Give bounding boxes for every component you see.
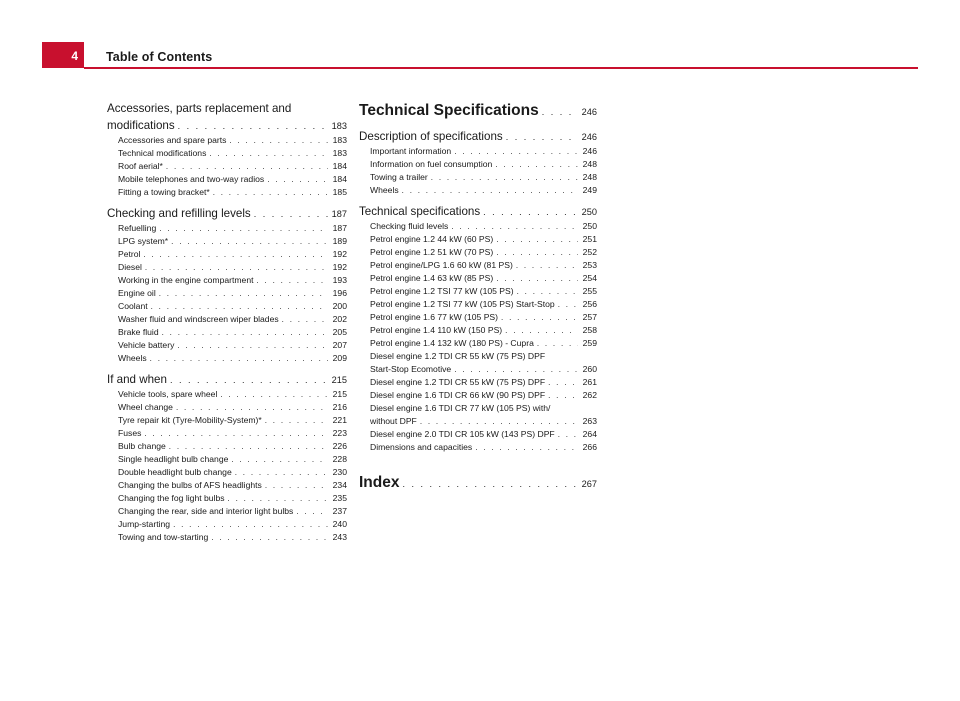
toc-entry[interactable]: Petrol engine 1.4 110 kW (150 PS) . . . 258 [359,324,597,337]
toc-entry[interactable]: Working in the engine compartment . . . 193 [107,274,347,287]
toc-entry[interactable]: Petrol engine 1.4 132 kW (180 PS) - Cupra . . . 259 [359,337,597,350]
toc-entry[interactable]: Double headlight bulb change . . . 230 [107,466,347,479]
toc-entry[interactable]: Wheel change . . . 216 [107,401,347,414]
page-title: Table of Contents [106,50,213,64]
toc-entry-diesel-withdpf-line1[interactable]: Diesel engine 1.6 TDI CR 77 kW (105 PS) with/ [370,403,551,413]
toc-entry[interactable]: Checking fluid levels . . . 250 [359,220,597,233]
page-number-badge: 4 [42,42,84,68]
toc-entry[interactable]: Diesel . . . 192 [107,261,347,274]
toc-heading-if-and-when[interactable]: If and when . . . 215 [107,371,347,388]
toc-entry[interactable]: Tyre repair kit (Tyre-Mobility-System)* . . . 221 [107,414,347,427]
toc-entry[interactable]: Jump-starting . . . 240 [107,518,347,531]
toc-entry[interactable]: Diesel engine 2.0 TDI CR 105 kW (143 PS) DPF . . . 264 [359,428,597,441]
toc-chapter-index[interactable]: Index . . . 267 [359,472,597,494]
toc-heading-accessories-line1[interactable]: Accessories, parts replacement and [107,102,292,115]
toc-left-column [107,100,347,544]
toc-entry[interactable]: Towing and tow-starting . . . 243 [107,531,347,544]
toc-entry[interactable]: Petrol engine 1.2 TSI 77 kW (105 PS) . . . 255 [359,285,597,298]
toc-entry[interactable]: Towing a trailer . . . 248 [359,171,597,184]
toc-accessories-list [107,134,347,199]
toc-entry[interactable]: Brake fluid . . . 205 [107,326,347,339]
toc-entry[interactable]: Diesel engine 1.2 TDI CR 55 kW (75 PS) DPF . . . 261 [359,376,597,389]
toc-entry[interactable]: Refuelling . . . 187 [107,222,347,235]
toc-entry[interactable]: Petrol engine 1.6 77 kW (105 PS) . . . 257 [359,311,597,324]
toc-entry[interactable]: Petrol engine 1.2 51 kW (70 PS) . . . 252 [359,246,597,259]
toc-entry[interactable]: Changing the fog light bulbs . . . 235 [107,492,347,505]
toc-entry[interactable]: Single headlight bulb change . . . 228 [107,453,347,466]
toc-entry[interactable]: Changing the rear, side and interior light bulbs . . . 237 [107,505,347,518]
toc-entry[interactable]: LPG system* . . . 189 [107,235,347,248]
toc-entry[interactable]: Important information . . . 246 [359,145,597,158]
toc-entry-diesel-withdpf[interactable]: without DPF . . . 263 [359,415,597,428]
toc-entry[interactable]: Diesel engine 1.6 TDI CR 66 kW (90 PS) DPF . . . 262 [359,389,597,402]
toc-entry-diesel-ecomotive[interactable]: Start-Stop Ecomotive . . . 260 [359,363,597,376]
toc-entry[interactable]: Petrol engine/LPG 1.6 60 kW (81 PS) . . . 253 [359,259,597,272]
toc-entry[interactable]: Vehicle tools, spare wheel . . . 215 [107,388,347,401]
header-divider [84,67,918,69]
toc-chapter-technical-specifications[interactable]: Technical Specifications . . . 246 [359,100,597,122]
toc-heading-checking-levels[interactable]: Checking and refilling levels . . . 187 [107,205,347,222]
toc-entry[interactable]: Information on fuel consumption . . . 248 [359,158,597,171]
toc-entry[interactable]: Roof aerial* . . . 184 [107,160,347,173]
toc-entry[interactable]: Vehicle battery . . . 207 [107,339,347,352]
toc-entry[interactable]: Washer fluid and windscreen wiper blades . . . 202 [107,313,347,326]
page-header [0,0,960,70]
toc-description-list [359,145,597,197]
toc-right-column [359,100,597,494]
toc-entry[interactable]: Bulb change . . . 226 [107,440,347,453]
toc-checking-list [107,222,347,365]
toc-heading-accessories[interactable]: modifications . . . 183 [107,117,347,134]
toc-entry[interactable]: Dimensions and capacities . . . 266 [359,441,597,454]
toc-entry[interactable]: Accessories and spare parts . . . 183 [107,134,347,147]
toc-entry[interactable]: Mobile telephones and two-way radios . . . 184 [107,173,347,186]
toc-entry[interactable]: Coolant . . . 200 [107,300,347,313]
toc-entry[interactable]: Petrol engine 1.4 63 kW (85 PS) . . . 254 [359,272,597,285]
toc-entry[interactable]: Wheels . . . 249 [359,184,597,197]
toc-entry[interactable]: Wheels . . . 209 [107,352,347,365]
toc-heading-technical-specifications[interactable]: Technical specifications . . . 250 [359,203,597,220]
toc-entry[interactable]: Petrol engine 1.2 TSI 77 kW (105 PS) Start-Stop . . . 256 [359,298,597,311]
toc-entry[interactable]: Petrol . . . 192 [107,248,347,261]
toc-entry[interactable]: Technical modifications . . . 183 [107,147,347,160]
toc-entry[interactable]: Changing the bulbs of AFS headlights . . . 234 [107,479,347,492]
toc-heading-description-specifications[interactable]: Description of specifications . . . 246 [359,128,597,145]
toc-entry-diesel-ecomotive-line1[interactable]: Diesel engine 1.2 TDI CR 55 kW (75 PS) DPF [370,351,546,361]
toc-entry[interactable]: Petrol engine 1.2 44 kW (60 PS) . . . 251 [359,233,597,246]
toc-entry[interactable]: Fuses . . . 223 [107,427,347,440]
toc-entry[interactable]: Engine oil . . . 196 [107,287,347,300]
toc-entry[interactable]: Fitting a towing bracket* . . . 185 [107,186,347,199]
toc-ifwhen-list [107,388,347,544]
toc-technical-list [359,220,597,454]
